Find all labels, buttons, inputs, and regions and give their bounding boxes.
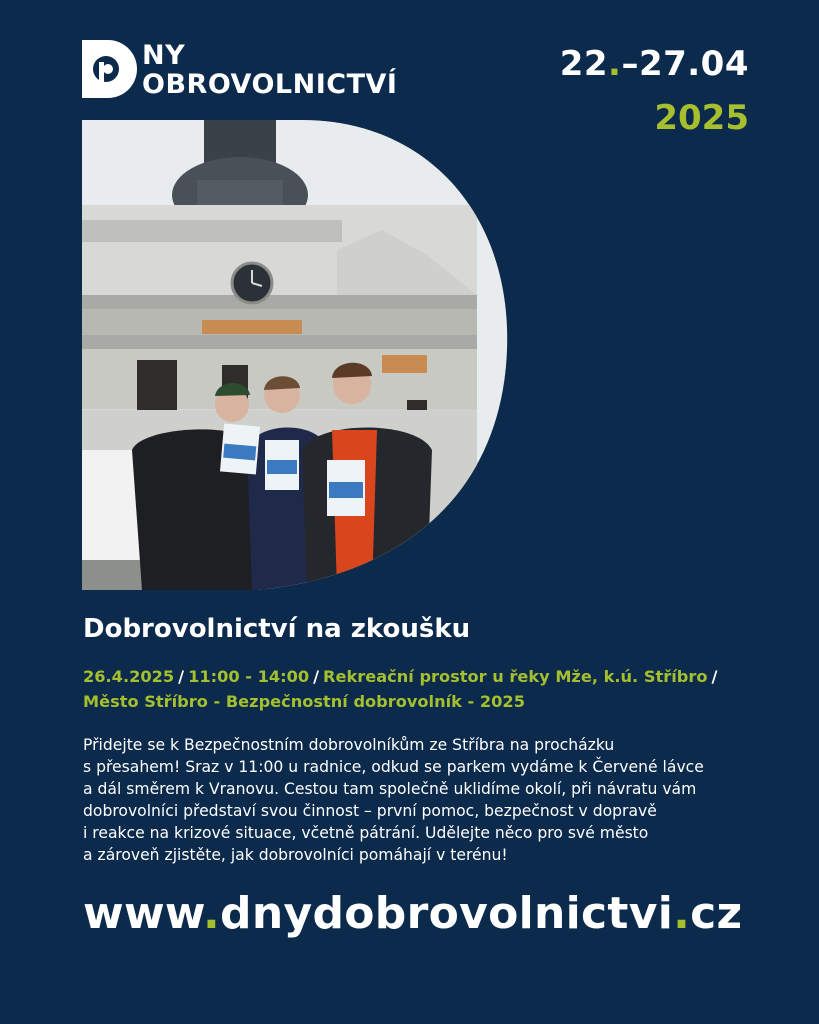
event-place: Rekreační prostor u řeky Mže, k.ú. Stříbro: [323, 667, 708, 686]
event-organizer: Město Stříbro - Bezpečnostní dobrovolník - 2025: [83, 692, 525, 711]
date-dot: .: [608, 44, 622, 84]
description-line: a dál směrem k Vranovu. Cestou tam společně uklidíme okolí, při návratu vám: [83, 780, 697, 798]
description-line: a zároveň zjistěte, jak dobrovolníci pomáhají v terénu!: [83, 846, 508, 864]
event-year: 2025: [654, 98, 749, 138]
event-photo: [82, 120, 512, 590]
event-date-range: [560, 44, 749, 84]
event-time: 11:00 - 14:00: [188, 667, 310, 686]
logo-text-line2: OBROVOLNICTVÍ: [142, 69, 398, 100]
separator: /: [178, 667, 185, 686]
separator: /: [313, 667, 320, 686]
event-meta: [83, 664, 743, 714]
event-date: 26.4.2025: [83, 667, 175, 686]
url-dot: .: [673, 888, 691, 939]
date-end: –27.04: [621, 44, 749, 84]
description-line: i reakce na krizové situace, včetně pátrání. Udělejte něco pro své město: [83, 824, 649, 842]
description-line: dobrovolníci představí svou činnost – první pomoc, bezpečnost v dopravě: [83, 802, 657, 820]
event-description: [83, 734, 743, 866]
logo: [82, 40, 442, 102]
url-part: dnydobrovolnictvi: [220, 888, 674, 939]
description-line: Přidejte se k Bezpečnostním dobrovolníkům ze Stříbra na procházku: [83, 736, 615, 754]
url-part: www: [83, 888, 204, 939]
separator: /: [711, 667, 718, 686]
logo-text-line1: NY: [142, 40, 186, 71]
website-link[interactable]: [83, 886, 742, 942]
logo-d-mark-icon: [82, 40, 138, 98]
description-line: s přesahem! Sraz v 11:00 u radnice, odkud se parkem vydáme k Červené lávce: [83, 758, 704, 776]
url-part: cz: [690, 888, 743, 939]
event-title: Dobrovolnictví na zkoušku: [83, 614, 471, 644]
date-start: 22: [559, 44, 609, 84]
url-dot: .: [203, 888, 221, 939]
